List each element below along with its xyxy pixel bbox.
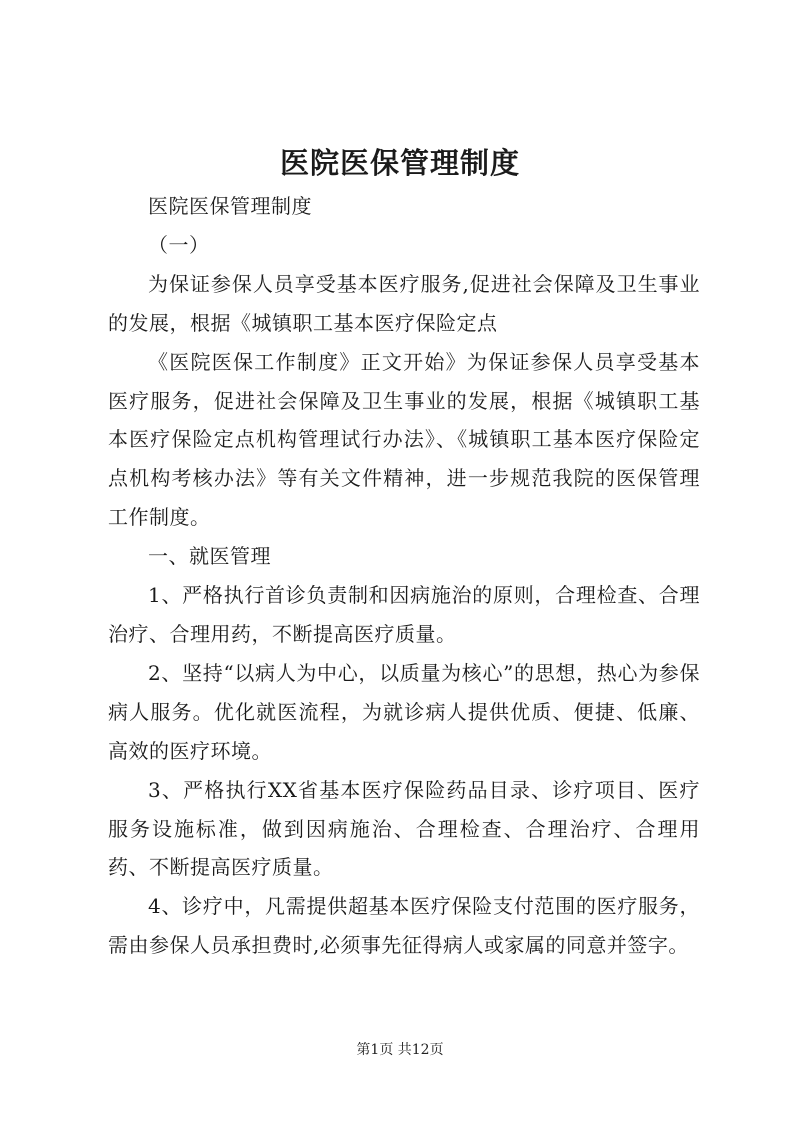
paragraph-item-4: 4、诊疗中，凡需提供超基本医疗保险支付范围的医疗服务，需由参保人员承担费时,必须事先征得病人或家属的同意并签字。 [108,894,700,958]
paragraph-item-1: 1、严格执行首诊负责制和因病施治的原则，合理检查、合理治疗、合理用药，不断提高医疗质量。 [108,583,700,646]
paragraph-item-3: 3、严格执行XX省基本医疗保险药品目录、诊疗项目、医疗服务设施标准，做到因病施治、合理检查、合理治疗、合理用药、不断提高医疗质量。 [108,777,700,880]
paragraph-heading-medical-management: 一、就医管理 [148,544,271,569]
paragraph-intro: 为保证参保人员享受基本医疗服务,促进社会保障及卫生事业的发展，根据《城镇职工基本医疗保险定点 [108,271,700,335]
paragraph-main-text: 《医院医保工作制度》正文开始》为保证参保人员享受基本医疗服务，促进社会保障及卫生事业的发展，根据《城镇职工基本医疗保险定点机构管理试行办法》、《城镇职工基本医疗保险定点机构考核办法》等有关文件精神，进一步规范我院的医保管理工作制度。 [108,349,700,530]
document-title: 医院医保管理制度 [279,146,520,180]
document-body [108,187,700,965]
paragraph-section-number: （一） [148,232,210,257]
paragraph-item-2: 2、坚持“以病人为中心，以质量为核心”的思想，热心为参保病人服务。优化就医流程，为就诊病人提供优质、便捷、低廉、高效的医疗环境。 [108,660,700,763]
paragraph-subtitle: 医院医保管理制度 [148,194,312,218]
page-number-footer: 第1页 共12页 [356,1042,444,1058]
